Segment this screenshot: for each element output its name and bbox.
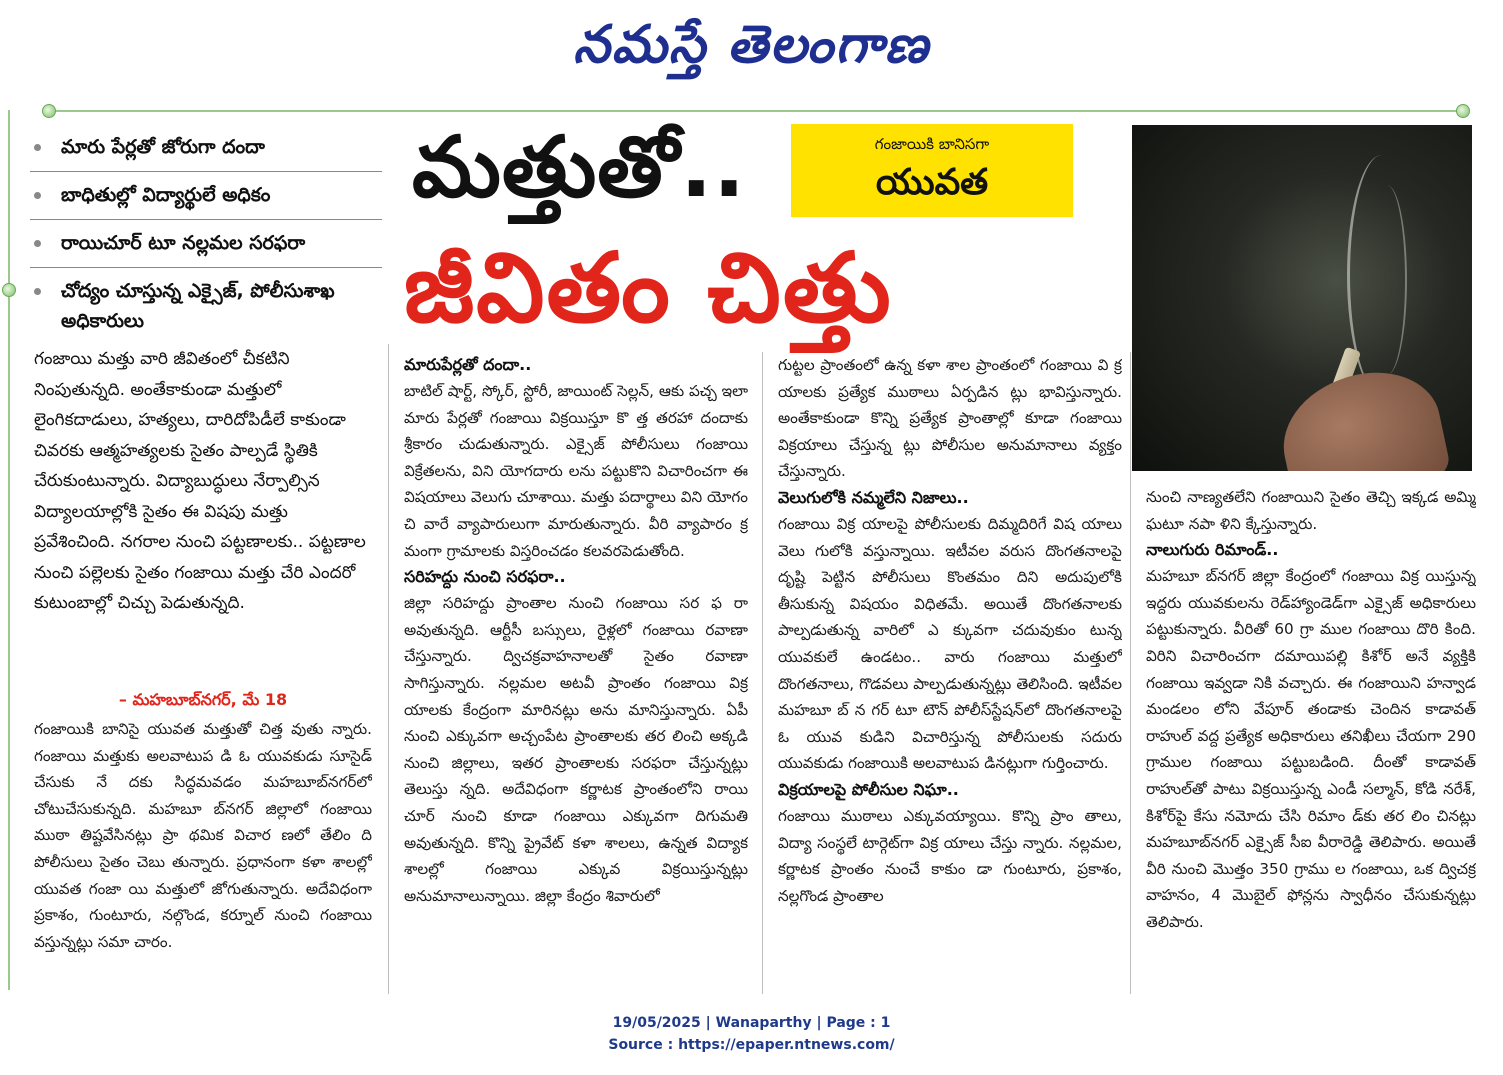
article-photo <box>1132 125 1472 471</box>
body-paragraph: నుంచి నాణ్యతలేని గంజాయిని సైతం తెచ్చి ఇక్కడ అమ్మి ఘటూ నపా ళిని క్కేస్తున్నారు. <box>1146 488 1476 533</box>
rule-dot-icon <box>2 283 16 297</box>
highlight-text: బాధితుల్లో విద్యార్థులే అధికం <box>61 184 271 206</box>
body-paragraph: గంజాయి ముఠాలు ఎక్కువయ్యాయి. కొన్ని ప్రాం తాలు, విద్యా సంస్థలే టార్గెట్‌గా విక్ర యాలు చేస్తు న్నారు. నల్లమల, కర్ణాటక ప్రాంతం నుంచే కాకుం డా గుంటూరు, ప్రకాశం, నల్లగొండ ప్రాంతాల <box>778 806 1122 905</box>
footer <box>0 1012 1503 1056</box>
bullet-icon <box>34 288 41 295</box>
column-4 <box>1146 484 1476 994</box>
left-rule <box>8 110 10 990</box>
highlight-item <box>30 124 382 172</box>
top-rule <box>48 110 1466 112</box>
dateline: – మహబూబ్‌నగర్, మే 18 <box>118 690 288 709</box>
hand-shape <box>1271 360 1452 471</box>
highlight-item <box>30 268 382 345</box>
column-1-body <box>34 716 372 996</box>
body-paragraph: గంజాయి విక్ర యాలపై పోలీసులకు దిమ్మదిరిగే విష యాలు వెలు గులోకి వస్తున్నాయి. ఇటీవల వరుస దొంగతనాలపై దృష్టి పెట్టిన పోలీసులు కొంతమం దిని అదుపులోకి తీసుకున్న విషయం విధితమే. అయితే దొంగతనాలకు పాల్పడుతున్న వారిలో ఎ క్కువగా చదువుకుం టున్న యువకులే ఉండటం.. వారు గంజాయి మత్తులో దొంగతనాలు, గొడవలు పాల్పడుతున్నట్లు తెలిసింది. ఇటీవల మహబూ బ్ న గర్ టూ టౌన్ పోలీస్‌స్టేషన్‌లో దొంగతనాలపై ఓ యువ కుడిని విచారిస్తున్న పోలీసులకు సదురు యువకుడు గంజాయికి అలవాటుప డినట్లుగా గుర్తించారు. <box>778 514 1122 773</box>
body-paragraph: జిల్లా సరిహద్దు ప్రాంతాల నుంచి గంజాయి సర ఫ రా అవుతున్నది. ఆర్టీసీ బస్సులు, రైళ్లలో గంజాయి రవాణా చేస్తున్నారు. ద్విచక్రవాహనాలతో సైతం రవాణా సాగిస్తున్నారు. నల్లమల అటవీ ప్రాంతం గంజాయి విక్ర యాలకు కేంద్రంగా మారినట్లు అను మానిస్తున్నారు. ఏపీ నుంచి ఎక్కువగా అచ్చంపేట ప్రాంతాలకు తర లించి అక్కడి నుంచి జిల్లాలు, ఇతర ప్రాంతాలకు సరఫరా చేస్తున్నట్లు తెలుస్తు న్నది. అదేవిధంగా కర్ణాటక ప్రాంతంలోని రాయి చూర్ నుంచి కూడా గంజాయి ఎక్కువగా దిగుమతి అవుతున్నది. కొన్ని ప్రైవేట్ కళా శాలలు, ఉన్నత విద్యాక శాలల్లో గంజాయి ఎక్కువ విక్రయిస్తున్నట్లు అనుమానాలున్నాయి. జిల్లా కేంద్రం శివారులో <box>404 594 748 905</box>
highlight-text: మారు పేర్లతో జోరుగా దందా <box>61 136 265 158</box>
body-paragraph: బాటిల్ షార్ట్, స్కోర్, స్టోరీ, జాయింట్ సెల్లన్, ఆకు పచ్చ ఇలా మారు పేర్లతో గంజాయి విక్రయిస్తూ కొ త్త తరహా దందాకు శ్రీకారం చుడుతున్నారు. ఎక్సైజ్ పోలీసులు గంజాయి విక్రేతలను, విని యోగదారు లను పట్టుకొని విచారించగా ఈ విషయాలు వెలుగు చూశాయి. మత్తు పదార్థాలు విని యోగం చి వారే వ్యాపారులుగా మారుతున్నారు. వీరి వ్యాపారం క్ర మంగా గ్రామాలకు విస్తరించడం కలవరపెడుతోంది. <box>404 382 748 560</box>
tag-small-text: గంజాయికి బానిసగా <box>874 135 990 153</box>
body-paragraph: గుట్టల ప్రాంతంలో ఉన్న కళా శాల ప్రాంతంలో గంజాయి వి క్ర యాలకు ప్రత్యేక ముఠాలు ఏర్పడిన ట్లు భావిస్తున్నారు. అంతేకాకుండా కొన్ని ప్రత్యేక ప్రాంతాల్లో కూడా గంజాయి విక్రయాలు చేస్తున్న ట్లు పోలీసుల అనుమానాలు వ్యక్తం చేస్తున్నారు. <box>778 356 1122 481</box>
headline-line1: మత్తుతో.. <box>412 118 747 216</box>
highlight-text: చోద్యం చూస్తున్న ఎక్సైజ్, పోలీసుశాఖ అధికారులు <box>61 280 335 332</box>
bullet-icon <box>34 144 41 151</box>
column-divider <box>1130 352 1131 994</box>
subhead: సరిహద్దు నుంచి సరఫరా.. <box>404 567 566 587</box>
column-2 <box>404 352 748 1000</box>
rule-dot-icon <box>42 104 56 118</box>
column-divider <box>762 352 763 994</box>
tag-big-text: యువత <box>875 162 989 203</box>
highlights-list <box>30 124 382 345</box>
masthead <box>0 10 1503 80</box>
subhead: నాలుగురు రిమాండ్.. <box>1146 540 1279 560</box>
headline-line2: జీవితం చిత్తు <box>404 232 893 344</box>
body-paragraph: గంజాయికి బానిసై యువత మత్తుతో చిత్త వుతు న్నారు. గంజాయి మత్తుకు అలవాటుప డి ఓ యువకుడు సూసైడ్ చేసుకు నే దకు సిద్ధమవడం మహబూబ్‌నగర్‌లో చోటుచేసుకున్నది. మహబూ బ్‌నగర్ జిల్లాలో గంజాయి ముఠా తిష్టవేసినట్లు ప్రా థమిక విచార ణలో తేలిం ది పోలీసులు సైతం చెబు తున్నారు. ప్రధానంగా కళా శాలల్లో యువత గంజా యి మత్తులో జోగుతున్నారు. అదేవిధంగా ప్రకాశం, గుంటూరు, నల్గొండ, కర్నూల్ నుంచి గంజాయి వస్తున్నట్లు సమా చారం. <box>34 720 372 951</box>
headline-tag <box>791 124 1073 217</box>
column-divider <box>388 344 389 994</box>
column-3 <box>778 352 1122 1000</box>
subhead: విక్రయాలపై పోలీసుల నిఘా.. <box>778 779 959 799</box>
rule-dot-icon <box>1456 104 1470 118</box>
highlight-item <box>30 220 382 268</box>
subhead: మారుపేర్లతో దందా.. <box>404 355 532 374</box>
lead-paragraph: గంజాయి మత్తు వారి జీవితంలో చీకటిని నింపుతున్నది. అంతేకాకుండా మత్తులో లైంగికదాడులు, హత్యలు, దారిదోపిడీలే కాకుండా చివరకు ఆత్మహత్యలకు సైతం పాల్పడే స్థితికి చేరుకుంటున్నారు. విద్యాబుద్ధులు నేర్పాల్సిన విద్యాలయాల్లోకి సైతం ఈ విషపు మత్తు ప్రవేశించింది. నగరాల నుంచి పట్టణాలకు.. పట్టణాల నుంచి పల్లెలకు సైతం గంజాయి మత్తు చేరి ఎందరో కుటుంబాల్లో చిచ్చు పెడుతున్నది. <box>34 349 366 613</box>
highlight-text: రాయిచూర్ టూ నల్లమల సరఫరా <box>61 232 306 254</box>
bullet-icon <box>34 240 41 247</box>
body-paragraph: మహబూ బ్‌నగర్ జిల్లా కేంద్రంలో గంజాయి విక్ర యిస్తున్న ఇద్దరు యువకులను రెడ్‌హ్యాండెడ్‌గా ఎక్సైజ్ అధికారులు పట్టుకున్నారు. వీరితో 60 గ్రా ముల గంజాయి దొరి కింది. విరిని విచారించగా దమాయిపల్లి కిశోర్ అనే వ్యక్తికి గంజాయి ఇవ్వడా నికి వచ్చారు. ఈ గంజాయిని హన్వాడ మండలం లోని వేపూర్ తండాకు చెందిన కాడావత్ రాహుల్ వద్ద ప్రత్యేక అధికారులు తనిఖీలు చేయగా 290 గ్రాముల గంజాయి పట్టుబడింది. దీంతో కాడావత్ రాహుల్‌తో పాటు విక్రయిస్తున్న ఎండీ సల్మాన్, కోడి నరేశ్, కిశోర్‌పై కేసు నమోదు చేసి రిమాం డ్‌కు తర లిం చినట్లు మహబూబ్‌నగర్ ఎక్సైజ్ సీఐ వీరారెడ్డి తెలిపారు. అయితే వీరి నుంచి మొత్తం 350 గ్రాము ల గంజాయి, ఒక ద్విచక్ర వాహనం, 4 మొబైల్ ఫోన్లను స్వాధీనం చేసుకున్నట్లు తెలిపారు. <box>1146 567 1476 931</box>
bullet-icon <box>34 192 41 199</box>
smoke-shape <box>1367 185 1407 375</box>
masthead-title: నమస్తే తెలంగాణ <box>573 15 930 75</box>
footer-source-link[interactable]: Source : https://epaper.ntnews.com/ <box>608 1037 895 1053</box>
footer-edition-info: 19/05/2025 | Wanaparthy | Page : 1 <box>612 1015 891 1031</box>
subhead: వెలుగులోకి నమ్మలేని నిజాలు.. <box>778 487 969 507</box>
highlight-item <box>30 172 382 220</box>
